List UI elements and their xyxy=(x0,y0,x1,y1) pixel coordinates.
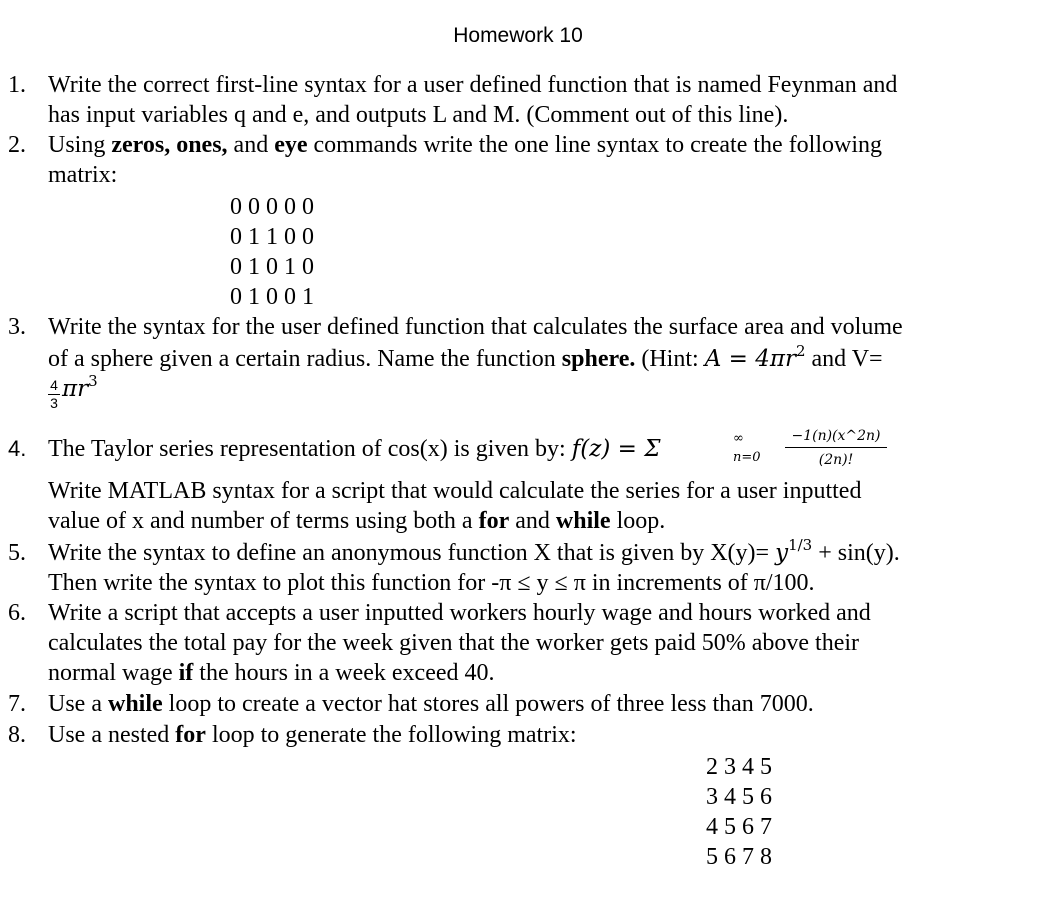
bold-text: for xyxy=(175,722,206,748)
text-span: loop to generate the following matrix: xyxy=(205,722,577,748)
exponent: 2 xyxy=(795,342,806,360)
text-span: of a sphere given a certain radius. Name the function xyxy=(48,346,562,372)
sum-upper-limit: ∞ xyxy=(733,431,744,446)
question-text-line: has input variables q and e, and outputs L and M. (Comment out of this line). xyxy=(48,102,789,128)
question-text-line: Write MATLAB syntax for a script that would calculate the series for a user inputted xyxy=(48,478,862,504)
series-denominator: (2n)! xyxy=(818,452,854,468)
question-text-line xyxy=(48,538,1053,570)
question-text-line xyxy=(48,431,1053,464)
math-text: f(z) = Σ xyxy=(571,436,661,462)
area-formula: A = 4πr xyxy=(704,346,796,372)
bold-text: if xyxy=(178,660,194,686)
text-span: commands write the one line syntax to create the following xyxy=(307,132,883,158)
text-span: The Taylor series representation of cos(x) is given by: xyxy=(48,436,572,462)
bold-text: zeros, ones, xyxy=(111,132,228,158)
text-span: and xyxy=(227,132,275,158)
question-text-line xyxy=(48,658,1053,688)
fraction-numerator: 4 xyxy=(50,377,58,393)
question-number: 3. xyxy=(8,314,26,340)
text-span: value of x and number of terms using both a xyxy=(48,508,479,534)
series-fraction-bar xyxy=(785,447,887,448)
sum-lower-limit: n=0 xyxy=(733,450,761,465)
matrix-row: 0 1 0 0 1 xyxy=(230,284,314,310)
bold-text: eye xyxy=(274,132,308,158)
question-text-line: matrix: xyxy=(48,162,118,188)
series-numerator: −1(n)(x^2n) xyxy=(791,428,881,444)
fraction-denominator: 3 xyxy=(50,395,58,411)
bold-text: while xyxy=(555,508,611,534)
question-number: 8. xyxy=(8,722,26,748)
question-text-line: Write a script that accepts a user inputted workers hourly wage and hours worked and xyxy=(48,600,871,626)
matrix-row: 3 4 5 6 xyxy=(706,784,772,810)
matrix-row: 0 1 0 1 0 xyxy=(230,254,314,280)
text-span: and V= xyxy=(805,346,883,372)
matrix-row: 2 3 4 5 xyxy=(706,754,772,780)
math-text: πr xyxy=(62,376,89,402)
bold-text: while xyxy=(107,691,163,717)
text-span: Using xyxy=(48,132,112,158)
text-span: Write the syntax to define an anonymous function X that is given by X(y)= xyxy=(48,540,776,566)
text-span: (Hint: xyxy=(635,346,705,372)
question-number: 1. xyxy=(8,72,26,98)
math-text: y xyxy=(775,540,789,566)
question-number: 7. xyxy=(8,691,26,717)
question-text-line: Write the correct first-line syntax for a user defined function that is named Feynman and xyxy=(48,72,898,98)
matrix-row: 5 6 7 8 xyxy=(706,844,772,870)
matrix-row: 0 1 1 0 0 xyxy=(230,224,314,250)
text-span: loop. xyxy=(610,508,666,534)
bold-text: sphere. xyxy=(561,346,636,372)
text-span: Use a xyxy=(48,691,108,717)
volume-formula xyxy=(62,372,98,402)
question-text-line: Then write the syntax to plot this function for -π ≤ y ≤ π in increments of π/100. xyxy=(48,570,815,596)
bold-text: for xyxy=(478,508,510,534)
text-span: normal wage xyxy=(48,660,179,686)
text-span: the hours in a week exceed 40. xyxy=(193,660,495,686)
page-title: Homework 10 xyxy=(453,24,583,47)
question-number: 2. xyxy=(8,132,26,158)
question-text-line: calculates the total pay for the week given that the worker gets paid 50% above their xyxy=(48,630,860,656)
question-number: 4. xyxy=(8,436,27,461)
question-text-line xyxy=(48,130,1053,160)
text-span: Use a nested xyxy=(48,722,176,748)
text-span: and xyxy=(509,508,556,534)
question-text-line xyxy=(48,344,1053,376)
exponent: 3 xyxy=(88,372,98,390)
question-text-line xyxy=(48,689,1053,719)
question-text-line: Write the syntax for the user defined function that calculates the surface area and volume xyxy=(48,314,903,340)
question-text-line xyxy=(48,506,1053,536)
text-span: loop to create a vector hat stores all powers of three less than 7000. xyxy=(162,691,814,717)
text-span: + sin(y). xyxy=(812,540,900,566)
question-text-line xyxy=(48,720,1053,750)
question-number: 5. xyxy=(8,540,26,566)
exponent: 1/3 xyxy=(788,536,813,554)
question-number: 6. xyxy=(8,600,26,626)
matrix-row: 0 0 0 0 0 xyxy=(230,194,314,220)
matrix-row: 4 5 6 7 xyxy=(706,814,772,840)
